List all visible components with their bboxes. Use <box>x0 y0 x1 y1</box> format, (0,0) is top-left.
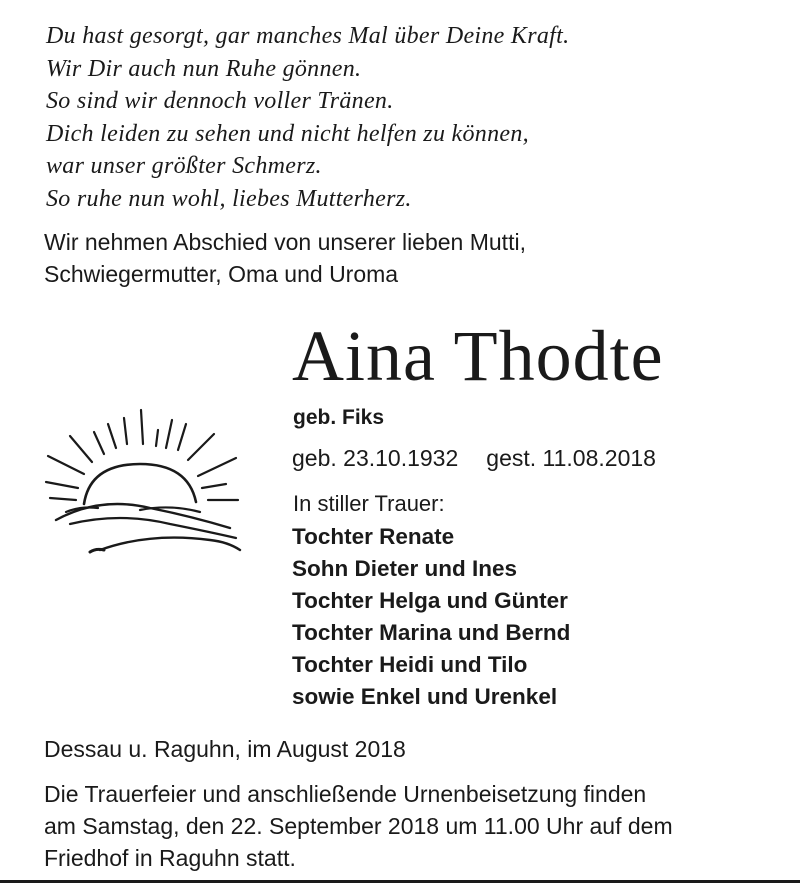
birth-date: geb. 23.10.1932 <box>292 445 459 471</box>
family-member: Tochter Marina und Bernd <box>292 620 571 645</box>
maiden-name: geb. Fiks <box>293 406 385 429</box>
family-member: sowie Enkel und Urenkel <box>292 684 558 709</box>
poem <box>46 20 786 215</box>
death-date: gest. 11.08.2018 <box>486 445 656 471</box>
funeral-line: Die Trauerfeier und anschließende Urnenbeisetzung finden <box>44 781 647 807</box>
place-and-date: Dessau u. Raguhn, im August 2018 <box>44 736 406 762</box>
mourning-label: In stiller Trauer: <box>293 491 445 516</box>
life-dates <box>292 442 656 474</box>
poem-line: Dich leiden zu sehen und nicht helfen zu können, <box>46 120 529 147</box>
funeral-line: Friedhof in Raguhn statt. <box>44 845 296 871</box>
poem-line: So sind wir dennoch voller Tränen. <box>46 88 394 114</box>
funeral-line: am Samstag, den 22. September 2018 um 11.00 Uhr auf dem <box>44 813 673 839</box>
poem-line: So ruhe nun wohl, liebes Mutterherz. <box>46 185 412 212</box>
poem-line: war unser größter Schmerz. <box>46 153 322 179</box>
family-member: Sohn Dieter und Ines <box>292 556 518 581</box>
family-member: Tochter Helga und Günter <box>292 588 568 613</box>
deceased-name: Aina Thodte <box>292 316 664 396</box>
intro-line: Schwiegermutter, Oma und Uroma <box>44 261 399 287</box>
poem-line: Wir Dir auch nun Ruhe gönnen. <box>46 55 362 82</box>
poem-line: Du hast gesorgt, gar manches Mal über Deine Kraft. <box>46 23 570 49</box>
intro-line: Wir nehmen Abschied von unserer lieben Mutti, <box>44 229 526 255</box>
setting-sun-over-hills-icon <box>40 400 250 570</box>
funeral-notice <box>44 778 784 874</box>
family-member: Tochter Renate <box>292 524 455 549</box>
bottom-border <box>0 880 800 883</box>
family-member: Tochter Heidi und Tilo <box>292 652 528 677</box>
farewell-intro <box>44 226 784 290</box>
family-list <box>292 521 570 713</box>
